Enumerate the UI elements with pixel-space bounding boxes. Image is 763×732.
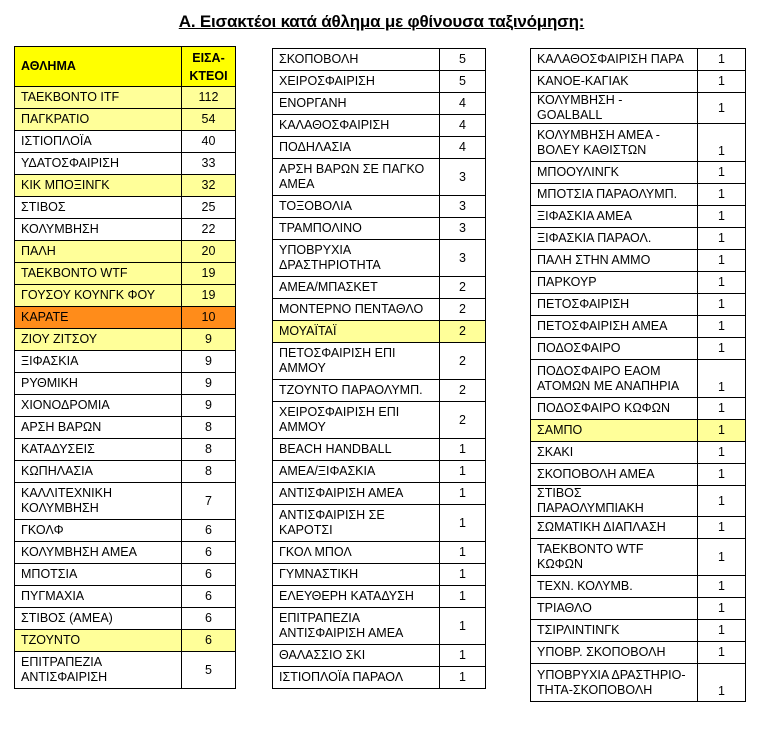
sport-name: ΕΠΙΤΡΑΠΕΖΙΑ ΑΝΤΙΣΦΑΙΡΙΣΗ — [15, 652, 182, 689]
table-row — [15, 542, 236, 564]
sport-name: ΤΖΟΥΝΤΟ ΠΑΡΑΟΛΥΜΠ. — [273, 380, 440, 402]
table-row — [531, 49, 746, 71]
sport-name: ΚΑΛΛΙΤΕΧΝΙΚΗ ΚΟΛΥΜΒΗΣΗ — [15, 483, 182, 520]
admitted-count: 6 — [182, 630, 236, 652]
sport-name: ΠΑΛΗ ΣΤΗΝ ΑΜΜΟ — [531, 250, 698, 272]
table-row — [531, 184, 746, 206]
admitted-count: 5 — [440, 49, 486, 71]
admitted-count: 5 — [440, 71, 486, 93]
sport-name: ΓΚΟΛ ΜΠΟΛ — [273, 542, 440, 564]
admitted-count: 9 — [182, 351, 236, 373]
table-row — [273, 461, 486, 483]
sport-name: ΤΡΙΑΘΛΟ — [531, 598, 698, 620]
admitted-count: 2 — [440, 299, 486, 321]
table-row — [15, 630, 236, 652]
admitted-count: 1 — [698, 338, 746, 360]
sport-name: ΓΚΟΛΦ — [15, 520, 182, 542]
sport-name: ΠΥΓΜΑΧΙΑ — [15, 586, 182, 608]
table-row — [273, 439, 486, 461]
sport-name: ΙΣΤΙΟΠΛΟΪΑ — [15, 131, 182, 153]
sport-name: ΑΝΤΙΣΦΑΙΡΙΣΗ ΣΕ ΚΑΡΟΤΣΙ — [273, 505, 440, 542]
admitted-count: 3 — [440, 196, 486, 218]
table-row — [273, 93, 486, 115]
admitted-count: 40 — [182, 131, 236, 153]
table-row — [531, 250, 746, 272]
admitted-count: 2 — [440, 380, 486, 402]
admitted-count: 19 — [182, 263, 236, 285]
sport-name: ΓΥΜΝΑΣΤΙΚΗ — [273, 564, 440, 586]
sport-name: ΡΥΘΜΙΚΗ — [15, 373, 182, 395]
table-row — [531, 598, 746, 620]
sport-name: ΚΑΛΑΘΟΣΦΑΙΡΙΣΗ ΠΑΡΑ — [531, 49, 698, 71]
table-row — [273, 483, 486, 505]
admitted-count: 54 — [182, 109, 236, 131]
header-sport: ΑΘΛΗΜΑ — [15, 47, 182, 87]
admitted-count: 1 — [440, 564, 486, 586]
table-row — [15, 483, 236, 520]
sport-name: ΠΑΛΗ — [15, 241, 182, 263]
table-row — [15, 652, 236, 689]
table-row — [15, 175, 236, 197]
admitted-count: 6 — [182, 542, 236, 564]
sport-name: ΘΑΛΑΣΣΙΟ ΣΚΙ — [273, 645, 440, 667]
admitted-count: 2 — [440, 321, 486, 343]
admitted-count: 6 — [182, 586, 236, 608]
table-row — [15, 564, 236, 586]
sport-name: ΚΟΛΥΜΒΗΣΗ - GOALBALL — [531, 93, 698, 124]
admitted-count: 1 — [440, 461, 486, 483]
table-row — [15, 329, 236, 351]
admitted-count: 5 — [182, 652, 236, 689]
sport-name: ΠΑΓΚΡΑΤΙΟ — [15, 109, 182, 131]
sport-name: ΤΑΕΚΒΟΝΤΟ ITF — [15, 87, 182, 109]
admitted-count: 3 — [440, 159, 486, 196]
sport-name: ΜΟΝΤΕΡΝΟ ΠΕΝΤΑΘΛΟ — [273, 299, 440, 321]
table-row — [273, 159, 486, 196]
sport-name: ΖΙΟΥ ΖΙΤΣΟΥ — [15, 329, 182, 351]
sport-name: ΣΑΜΠΟ — [531, 420, 698, 442]
table-row — [15, 307, 236, 329]
table-row — [531, 316, 746, 338]
admitted-count: 10 — [182, 307, 236, 329]
table-row — [273, 196, 486, 218]
table-row — [531, 206, 746, 228]
table-row — [531, 360, 746, 398]
header-count — [182, 47, 236, 87]
table-row — [15, 285, 236, 307]
sport-name: ΣΤΙΒΟΣ (ΑΜΕΑ) — [15, 608, 182, 630]
sport-name: ΣΚΟΠΟΒΟΛΗ ΑΜΕΑ — [531, 464, 698, 486]
admitted-count: 6 — [182, 608, 236, 630]
sport-name: ΑΡΣΗ ΒΑΡΩΝ ΣΕ ΠΑΓΚΟ ΑΜΕΑ — [273, 159, 440, 196]
table-row — [15, 219, 236, 241]
table-row — [273, 240, 486, 277]
sports-table-right — [530, 48, 746, 702]
sport-name: ΚΑΤΑΔΥΣΕΙΣ — [15, 439, 182, 461]
sport-name: ΠΟΔΟΣΦΑΙΡΟ ΚΩΦΩΝ — [531, 398, 698, 420]
table-row — [15, 153, 236, 175]
table-row — [273, 71, 486, 93]
admitted-count: 1 — [698, 576, 746, 598]
sport-name: ΠΟΔΟΣΦΑΙΡΟ ΕΑΟΜ ΑΤΟΜΩΝ ΜΕ ΑΝΑΠΗΡΙΑ — [531, 360, 698, 398]
sport-name: ΞΙΦΑΣΚΙΑ ΑΜΕΑ — [531, 206, 698, 228]
table-row — [273, 49, 486, 71]
sport-name: ΠΕΤΟΣΦΑΙΡΙΣΗ ΕΠΙ ΑΜΜΟΥ — [273, 343, 440, 380]
sport-name: ΣΚΟΠΟΒΟΛΗ — [273, 49, 440, 71]
table-row — [15, 131, 236, 153]
admitted-count: 19 — [182, 285, 236, 307]
table-row — [273, 115, 486, 137]
sport-name: ΚΑΛΑΘΟΣΦΑΙΡΙΣΗ — [273, 115, 440, 137]
admitted-count: 1 — [698, 598, 746, 620]
table-row — [531, 442, 746, 464]
table-row — [531, 420, 746, 442]
admitted-count: 9 — [182, 329, 236, 351]
table-row — [531, 517, 746, 539]
sport-name: ΧΕΙΡΟΣΦΑΙΡΙΣΗ — [273, 71, 440, 93]
sport-name: ΧΕΙΡΟΣΦΑΙΡΙΣΗ ΕΠΙ ΑΜΜΟΥ — [273, 402, 440, 439]
sport-name: ΤΕΧΝ. ΚΟΛΥΜΒ. — [531, 576, 698, 598]
table-row — [531, 486, 746, 517]
sport-name: ΤΡΑΜΠΟΛΙΝΟ — [273, 218, 440, 240]
table-body — [15, 47, 236, 689]
table-body — [531, 49, 746, 702]
admitted-count: 1 — [698, 93, 746, 124]
sport-name: ΠΟΔΗΛΑΣΙΑ — [273, 137, 440, 159]
sport-name: ΤΖΟΥΝΤΟ — [15, 630, 182, 652]
sport-name: ΠΕΤΟΣΦΑΙΡΙΣΗ ΑΜΕΑ — [531, 316, 698, 338]
sport-name: ΑΜΕΑ/ΜΠΑΣΚΕΤ — [273, 277, 440, 299]
table-row — [273, 380, 486, 402]
admitted-count: 1 — [698, 486, 746, 517]
table-row — [15, 417, 236, 439]
sport-name: ΥΠΟΒΡΥΧΙΑ ΔΡΑΣΤΗΡΙΟ-ΤΗΤΑ-ΣΚΟΠΟΒΟΛΗ — [531, 664, 698, 702]
sport-name: ΥΠΟΒΡΥΧΙΑ ΔΡΑΣΤΗΡΙΟΤΗΤΑ — [273, 240, 440, 277]
sport-name: ΜΟΥΑΪΤΑΪ — [273, 321, 440, 343]
admitted-count: 8 — [182, 417, 236, 439]
sport-name: ΑΜΕΑ/ΞΙΦΑΣΚΙΑ — [273, 461, 440, 483]
admitted-count: 9 — [182, 395, 236, 417]
admitted-count: 33 — [182, 153, 236, 175]
sport-name: ΚΟΛΥΜΒΗΣΗ ΑΜΕΑ - ΒΟΛΕΥ ΚΑΘΙΣΤΩΝ — [531, 124, 698, 162]
sport-name: ΠΑΡΚΟΥΡ — [531, 272, 698, 294]
sport-name: ΞΙΦΑΣΚΙΑ ΠΑΡΑΟΛ. — [531, 228, 698, 250]
table-row — [273, 218, 486, 240]
table-row — [531, 228, 746, 250]
admitted-count: 1 — [440, 608, 486, 645]
admitted-count: 1 — [698, 316, 746, 338]
table-row — [15, 373, 236, 395]
admitted-count: 1 — [698, 71, 746, 93]
table-body — [273, 49, 486, 689]
admitted-count: 1 — [698, 228, 746, 250]
table-row — [273, 608, 486, 645]
sport-name: ΤΟΞΟΒΟΛΙΑ — [273, 196, 440, 218]
sport-name: ΑΡΣΗ ΒΑΡΩΝ — [15, 417, 182, 439]
admitted-count: 22 — [182, 219, 236, 241]
sport-name: ΣΩΜΑΤΙΚΗ ΔΙΑΠΛΑΣΗ — [531, 517, 698, 539]
table-row — [273, 564, 486, 586]
sport-name: ΞΙΦΑΣΚΙΑ — [15, 351, 182, 373]
admitted-count: 1 — [698, 620, 746, 642]
sport-name: ΜΠΟΤΣΙΑ ΠΑΡΑΟΛΥΜΠ. — [531, 184, 698, 206]
table-row — [531, 464, 746, 486]
table-row — [273, 505, 486, 542]
sport-name: ΠΕΤΟΣΦΑΙΡΙΣΗ — [531, 294, 698, 316]
table-row — [15, 586, 236, 608]
sport-name: BEACH HANDBALL — [273, 439, 440, 461]
sport-name: ΚΩΠΗΛΑΣΙΑ — [15, 461, 182, 483]
table-row — [531, 642, 746, 664]
admitted-count: 1 — [698, 206, 746, 228]
table-row — [273, 542, 486, 564]
table-row — [273, 343, 486, 380]
sport-name: ΕΝΟΡΓΑΝΗ — [273, 93, 440, 115]
admitted-count: 1 — [698, 294, 746, 316]
admitted-count: 1 — [698, 49, 746, 71]
sport-name: ΚΟΛΥΜΒΗΣΗ — [15, 219, 182, 241]
table-row — [531, 294, 746, 316]
sport-name: ΣΤΙΒΟΣ ΠΑΡΑΟΛΥΜΠΙΑΚΗ — [531, 486, 698, 517]
header-count-line2: ΚΤΕΟΙ — [189, 68, 228, 83]
table-row — [273, 277, 486, 299]
sport-name: ΤΑΕΚΒΟΝΤΟ WTF ΚΩΦΩΝ — [531, 539, 698, 576]
admitted-count: 1 — [440, 542, 486, 564]
admitted-count: 1 — [698, 272, 746, 294]
sport-name: ΚΟΛΥΜΒΗΣΗ ΑΜΕΑ — [15, 542, 182, 564]
sport-name: ΓΟΥΣΟΥ ΚΟΥΝΓΚ ΦΟΥ — [15, 285, 182, 307]
table-row — [15, 241, 236, 263]
admitted-count: 1 — [698, 464, 746, 486]
admitted-count: 20 — [182, 241, 236, 263]
sport-name: ΙΣΤΙΟΠΛΟΪΑ ΠΑΡΑΟΛ — [273, 667, 440, 689]
admitted-count: 1 — [698, 162, 746, 184]
sports-table-middle — [272, 48, 486, 689]
table-row — [15, 109, 236, 131]
admitted-count: 2 — [440, 343, 486, 380]
admitted-count: 1 — [440, 505, 486, 542]
table-row — [531, 93, 746, 124]
page-title: Α. Εισακτέοι κατά άθλημα με φθίνουσα ταξινόμηση: — [178, 12, 585, 31]
sport-name: ΤΣΙΡΛΙΝΤΙΝΓΚ — [531, 620, 698, 642]
admitted-count: 7 — [182, 483, 236, 520]
table-row — [15, 197, 236, 219]
sport-name: ΧΙΟΝΟΔΡΟΜΙΑ — [15, 395, 182, 417]
sport-name: ΜΠΟΟΥΛΙΝΓΚ — [531, 162, 698, 184]
table-row — [531, 576, 746, 598]
admitted-count: 1 — [698, 360, 746, 398]
table-header-row — [15, 47, 236, 87]
table-row — [15, 520, 236, 542]
admitted-count: 1 — [440, 439, 486, 461]
header-count-line1: ΕΙΣΑ- — [192, 50, 225, 65]
admitted-count: 6 — [182, 564, 236, 586]
admitted-count: 1 — [440, 645, 486, 667]
admitted-count: 3 — [440, 218, 486, 240]
table-row — [15, 87, 236, 109]
admitted-count: 4 — [440, 93, 486, 115]
sport-name: ΕΠΙΤΡΑΠΕΖΙΑ ΑΝΤΙΣΦΑΙΡΙΣΗ ΑΜΕΑ — [273, 608, 440, 645]
admitted-count: 1 — [440, 586, 486, 608]
table-row — [531, 620, 746, 642]
admitted-count: 112 — [182, 87, 236, 109]
table-row — [15, 351, 236, 373]
table-row — [15, 395, 236, 417]
admitted-count: 4 — [440, 137, 486, 159]
admitted-count: 2 — [440, 402, 486, 439]
admitted-count: 1 — [698, 184, 746, 206]
sport-name: ΚΑΝΟΕ-ΚΑΓΙΑΚ — [531, 71, 698, 93]
admitted-count: 2 — [440, 277, 486, 299]
sport-name: ΚΑΡΑΤΕ — [15, 307, 182, 329]
sport-name: ΤΑΕΚΒΟΝΤΟ WTF — [15, 263, 182, 285]
admitted-count: 1 — [698, 398, 746, 420]
admitted-count: 1 — [440, 483, 486, 505]
admitted-count: 4 — [440, 115, 486, 137]
sport-name: ΠΟΔΟΣΦΑΙΡΟ — [531, 338, 698, 360]
table-row — [531, 338, 746, 360]
table-row — [15, 439, 236, 461]
sport-name: ΚΙΚ ΜΠΟΞΙΝΓΚ — [15, 175, 182, 197]
admitted-count: 9 — [182, 373, 236, 395]
sport-name: ΑΝΤΙΣΦΑΙΡΙΣΗ ΑΜΕΑ — [273, 483, 440, 505]
sport-name: ΜΠΟΤΣΙΑ — [15, 564, 182, 586]
table-row — [531, 539, 746, 576]
admitted-count: 8 — [182, 439, 236, 461]
sport-name: ΥΠΟΒΡ. ΣΚΟΠΟΒΟΛΗ — [531, 642, 698, 664]
sport-name: ΥΔΑΤΟΣΦΑΙΡΙΣΗ — [15, 153, 182, 175]
admitted-count: 8 — [182, 461, 236, 483]
table-row — [15, 263, 236, 285]
table-row — [531, 162, 746, 184]
table-row — [531, 272, 746, 294]
table-row — [15, 461, 236, 483]
table-row — [531, 398, 746, 420]
admitted-count: 1 — [698, 539, 746, 576]
table-row — [273, 137, 486, 159]
admitted-count: 32 — [182, 175, 236, 197]
sports-table-left — [14, 46, 236, 689]
admitted-count: 1 — [698, 642, 746, 664]
table-row — [531, 71, 746, 93]
admitted-count: 1 — [440, 667, 486, 689]
admitted-count: 1 — [698, 420, 746, 442]
admitted-count: 1 — [698, 250, 746, 272]
table-row — [273, 645, 486, 667]
admitted-count: 25 — [182, 197, 236, 219]
admitted-count: 6 — [182, 520, 236, 542]
table-row — [273, 667, 486, 689]
table-row — [273, 321, 486, 343]
table-row — [531, 664, 746, 702]
table-row — [273, 299, 486, 321]
table-row — [273, 586, 486, 608]
admitted-count: 1 — [698, 442, 746, 464]
sport-name: ΕΛΕΥΘΕΡΗ ΚΑΤΑΔΥΣΗ — [273, 586, 440, 608]
sport-name: ΣΚΑΚΙ — [531, 442, 698, 464]
admitted-count: 1 — [698, 664, 746, 702]
admitted-count: 1 — [698, 124, 746, 162]
table-row — [15, 608, 236, 630]
table-row — [531, 124, 746, 162]
sport-name: ΣΤΙΒΟΣ — [15, 197, 182, 219]
admitted-count: 1 — [698, 517, 746, 539]
table-row — [273, 402, 486, 439]
admitted-count: 3 — [440, 240, 486, 277]
